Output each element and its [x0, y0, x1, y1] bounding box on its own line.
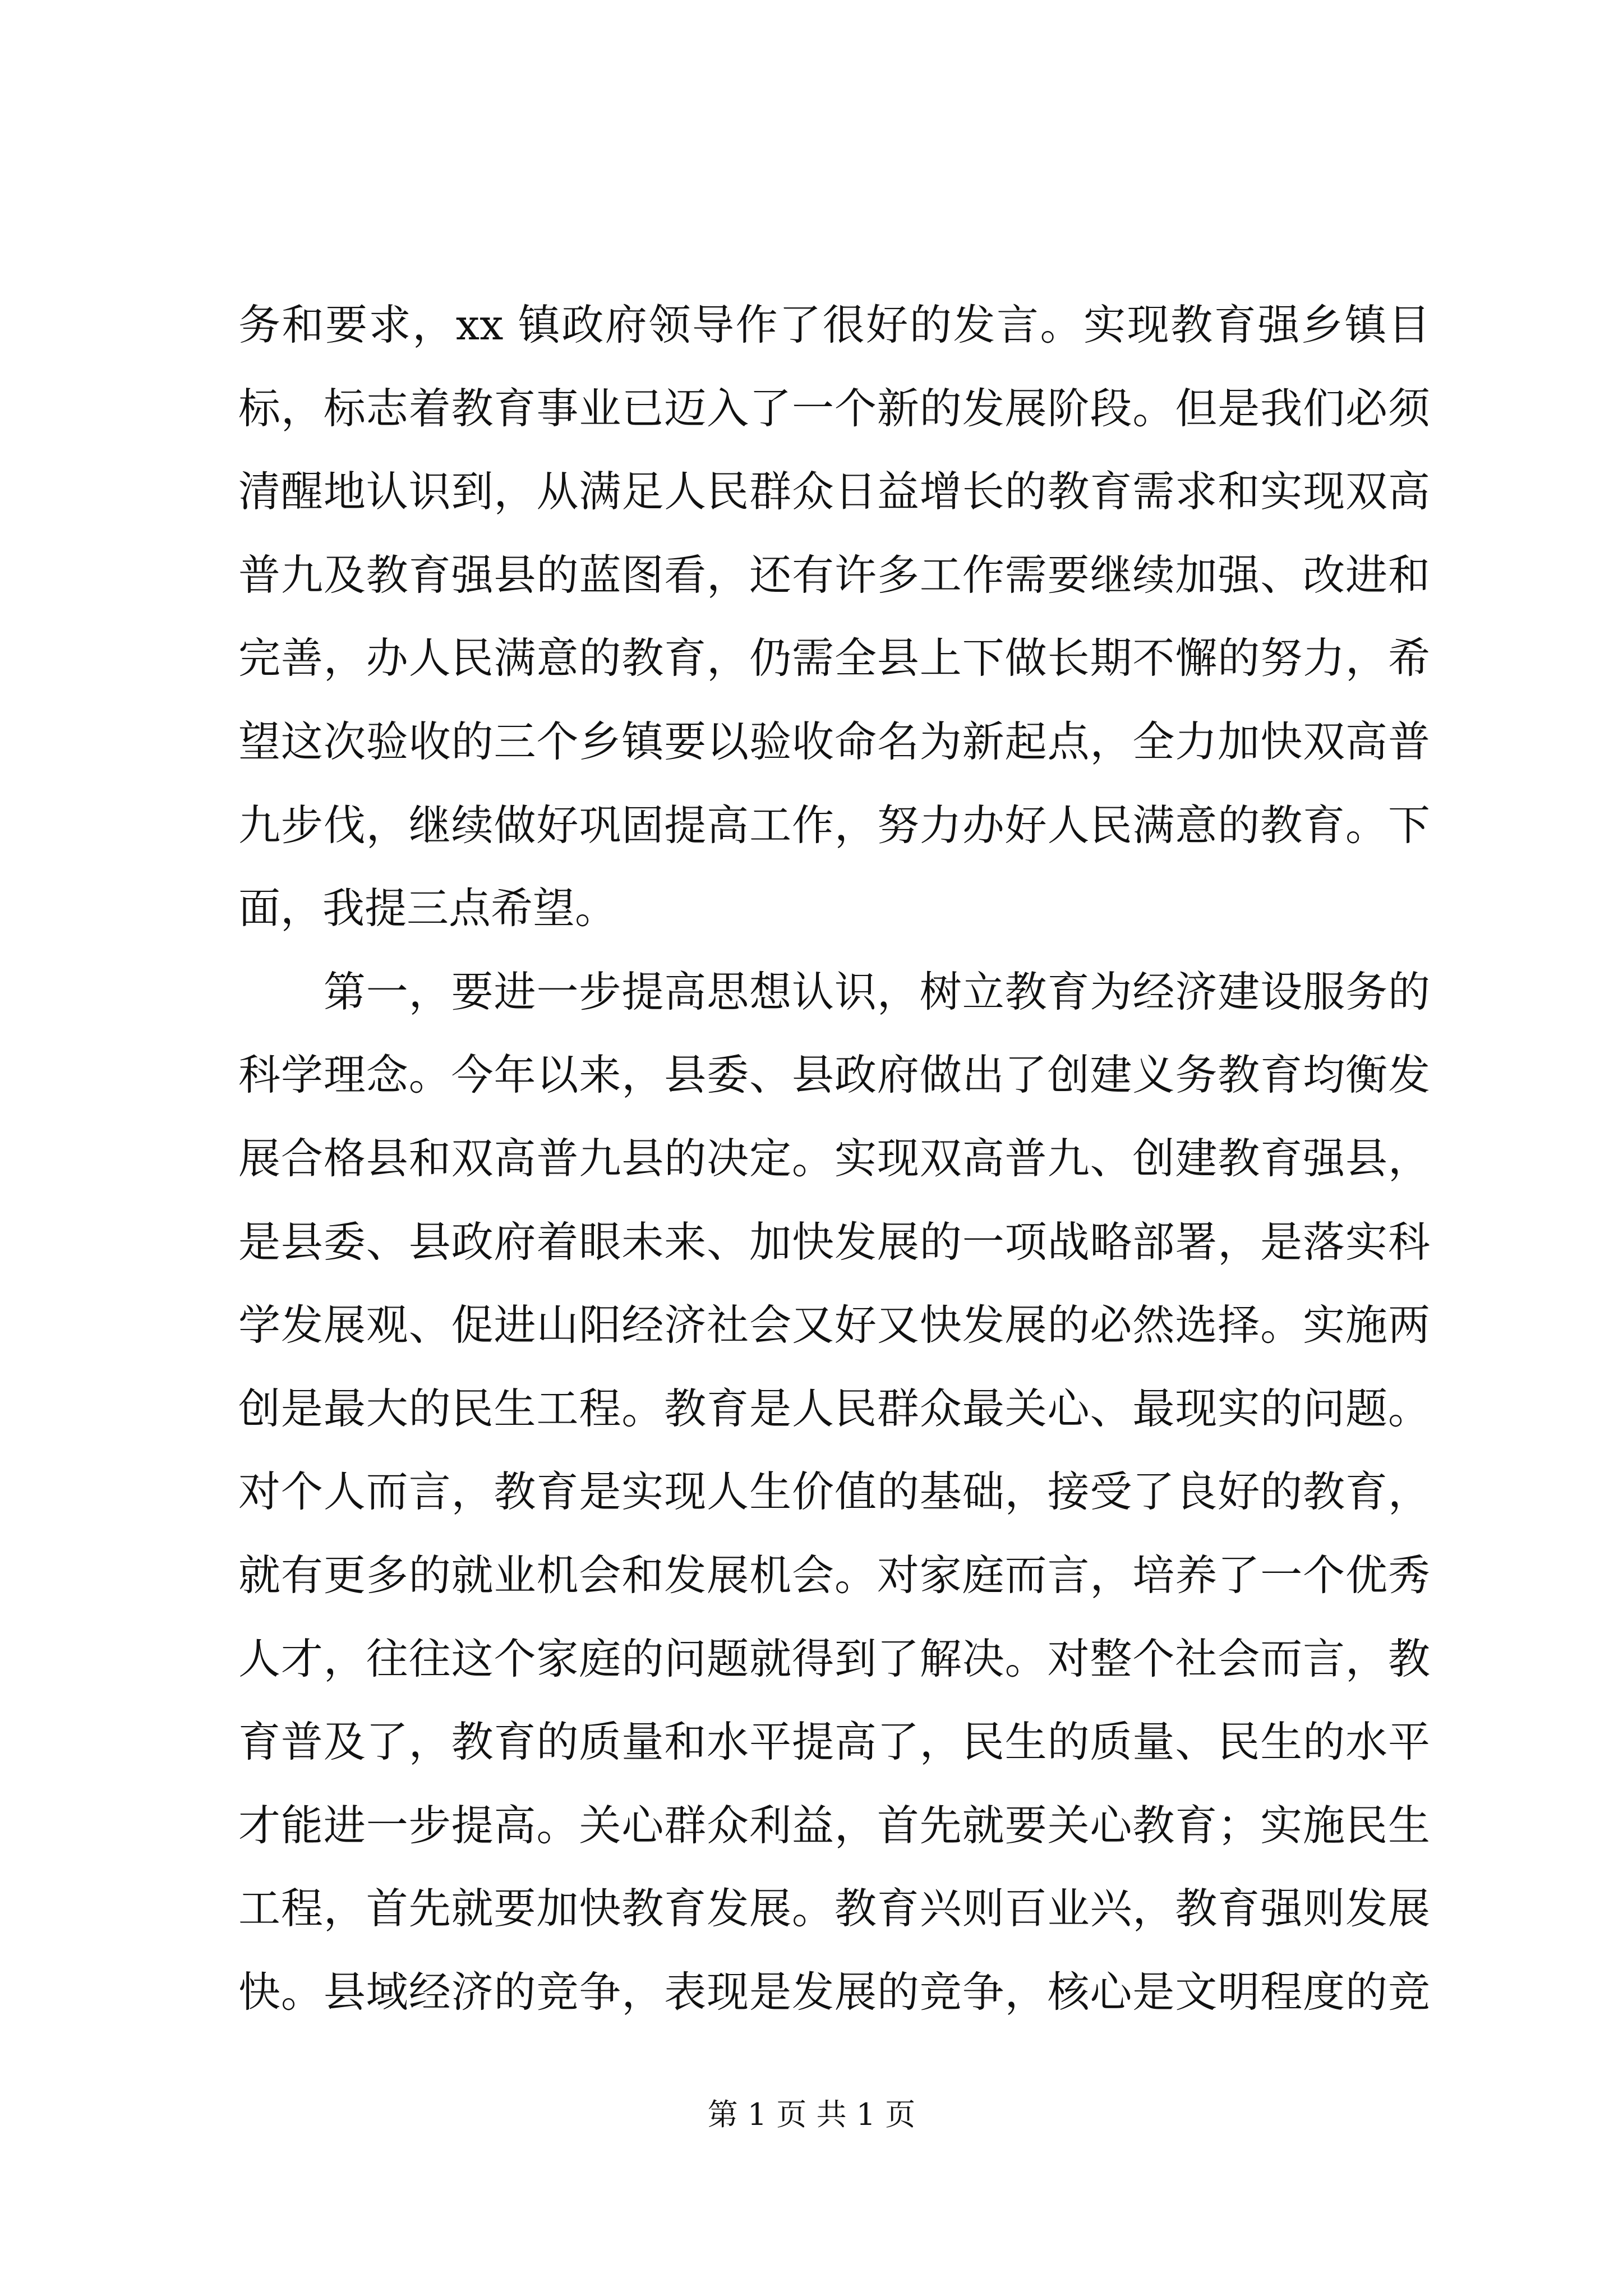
text-line: 务和要求，xx 镇政府领导作了很好的发言。实现教育强乡镇目 — [238, 300, 1430, 349]
text-line: 是县委、县政府着眼未来、加快发展的一项战略部署，是落实科 — [238, 1217, 1430, 1267]
text-line: 科学理念。今年以来，县委、县政府做出了创建义务教育均衡发 — [238, 1050, 1430, 1100]
text-line: 望这次验收的三个乡镇要以验收命名为新起点，全力加快双高普 — [238, 716, 1430, 766]
text-line: 对个人而言，教育是实现人生价值的基础，接受了良好的教育， — [238, 1467, 1430, 1517]
text-line: 育普及了，教育的质量和水平提高了，民生的质量、民生的水平 — [238, 1717, 1430, 1767]
text-line: 人才，往往这个家庭的问题就得到了解决。对整个社会而言，教 — [238, 1634, 1430, 1683]
paragraph-start-line: 第一，要进一步提高思想认识，树立教育为经济建设服务的 — [238, 967, 1430, 1016]
text-line: 工程，首先就要加快教育发展。教育兴则百业兴，教育强则发展 — [238, 1884, 1430, 1934]
text-line: 就有更多的就业机会和发展机会。对家庭而言，培养了一个优秀 — [238, 1550, 1430, 1600]
text-line: 学发展观、促进山阳经济社会又好又快发展的必然选择。实施两 — [238, 1300, 1430, 1350]
text-line: 才能进一步提高。关心群众利益，首先就要关心教育；实施民生 — [238, 1800, 1430, 1850]
document-body — [238, 283, 1430, 2033]
text-line: 清醒地认识到，从满足人民群众日益增长的教育需求和实现双高 — [238, 467, 1430, 517]
text-line: 完善，办人民满意的教育，仍需全县上下做长期不懈的努力，希 — [238, 633, 1430, 683]
text-line: 快。县域经济的竞争，表现是发展的竞争，核心是文明程度的竞 — [238, 1967, 1430, 2017]
page-number-footer: 第 1 页 共 1 页 — [707, 2097, 916, 2132]
text-line: 展合格县和双高普九县的决定。实现双高普九、创建教育强县， — [238, 1133, 1430, 1183]
text-line: 创是最大的民生工程。教育是人民群众最关心、最现实的问题。 — [238, 1383, 1430, 1433]
text-line: 面，我提三点希望。 — [238, 884, 617, 933]
text-line: 标，标志着教育事业已迈入了一个新的发展阶段。但是我们必须 — [238, 383, 1430, 433]
text-line: 普九及教育强县的蓝图看，还有许多工作需要继续加强、改进和 — [238, 550, 1430, 600]
text-line: 九步伐，继续做好巩固提高工作，努力办好人民满意的教育。下 — [238, 800, 1430, 850]
